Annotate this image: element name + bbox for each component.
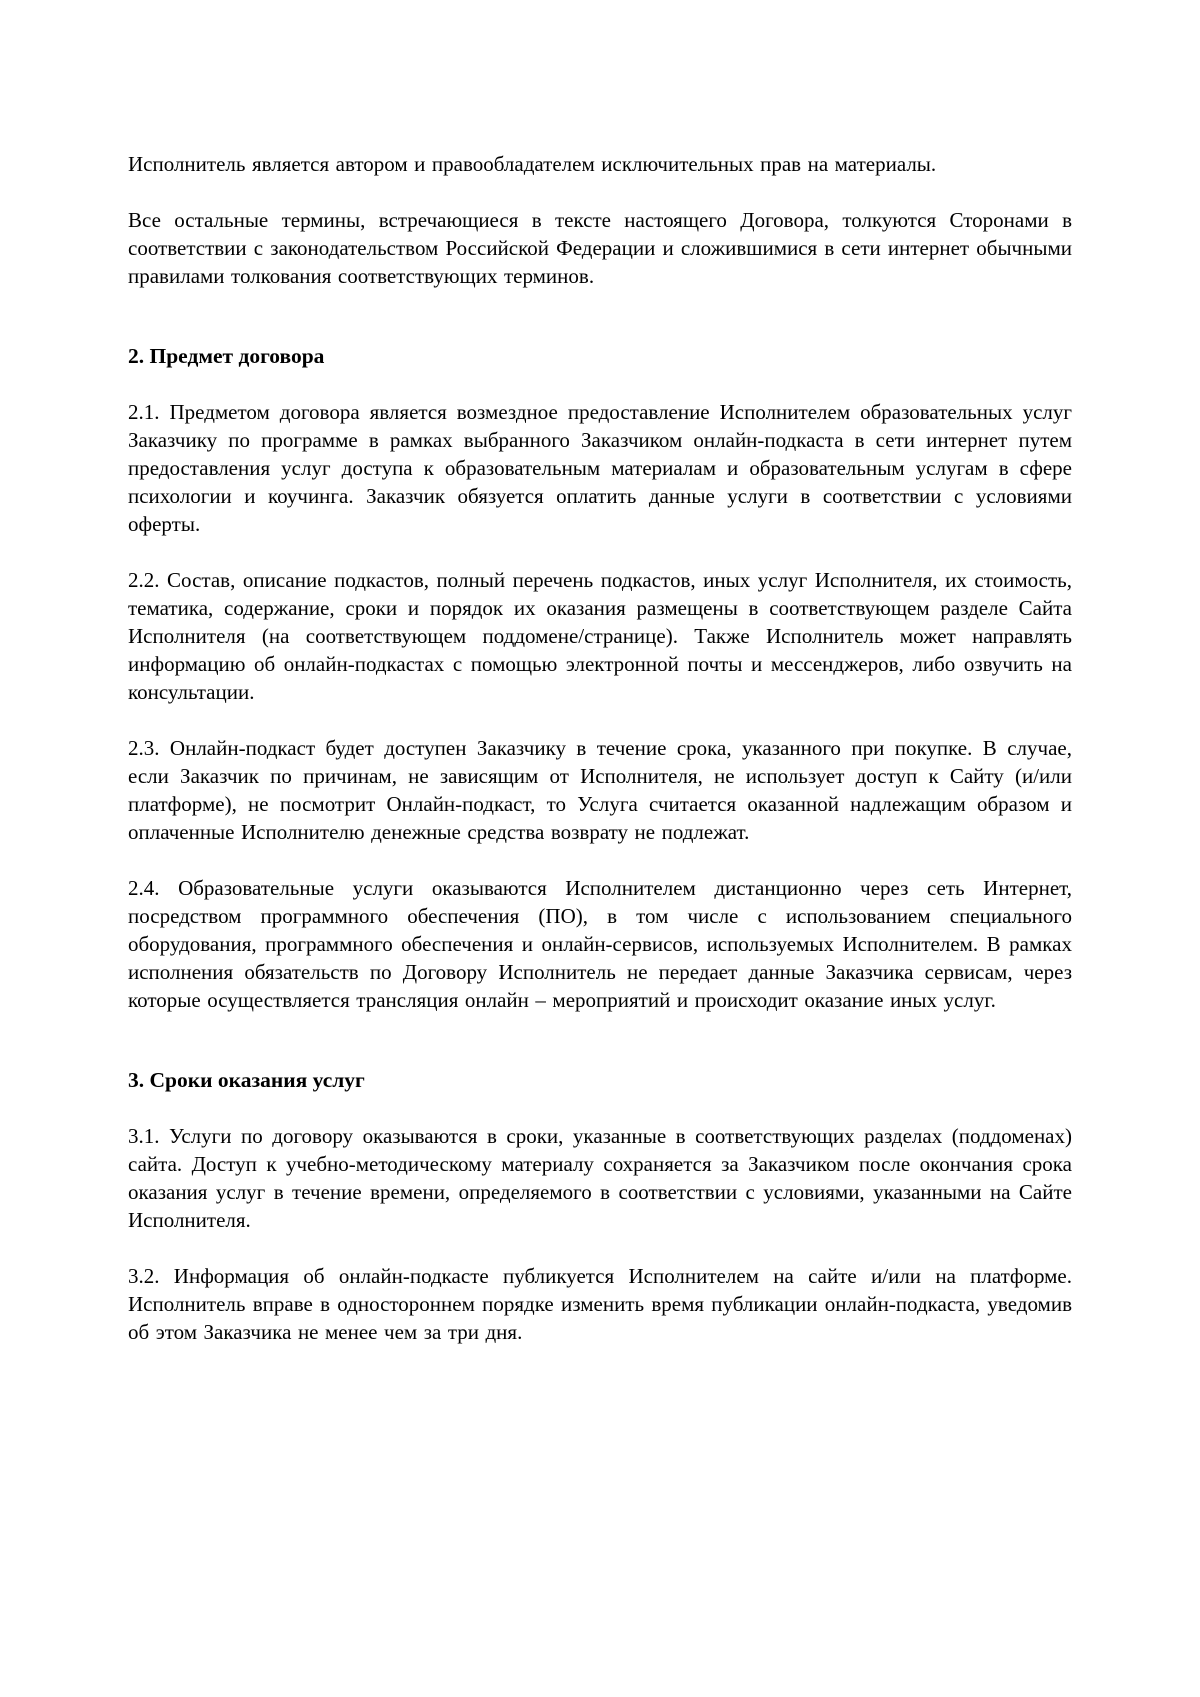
paragraph-author-rights: Исполнитель является автором и правообладателем исключительных прав на материалы. xyxy=(128,152,937,176)
clause-2-4-remote-services: 2.4. Образовательные услуги оказываются Исполнителем дистанционно через сеть Интернет, посредством программного обеспечения (ПО), в том числе с использованием специального оборудования, программного обеспечения и онлайн-сервисов, используемых Исполнителем. В рамках исполнения обязательств по Договору Исполнитель не передает данные Заказчика сервисам, через которые осуществляется трансляция онлайн – мероприятий и происходит оказание иных услуг. xyxy=(128,876,1072,1012)
clause-2-1-subject: 2.1. Предметом договора является возмездное предоставление Исполнителем образовательных услуг Заказчику по программе в рамках выбранного Заказчиком онлайн-подкаста в сети интернет путем предоставления услуг доступа к образовательным материалам и образовательным услугам в сфере психологии и коучинга. Заказчик обязуется оплатить данные услуги в соответствии с условиями оферты. xyxy=(128,400,1072,536)
clause-3-1-service-deadlines: 3.1. Услуги по договору оказываются в сроки, указанные в соответствующих разделах (поддоменах) сайта. Доступ к учебно-методическому материалу сохраняется за Заказчиком после окончания срока оказания услуг в течение времени, определяемого в соответствии с условиями, указанными на Сайте Исполнителя. xyxy=(128,1124,1072,1232)
section-heading-subject-of-contract: 2. Предмет договора xyxy=(128,344,325,368)
clause-2-3-access-period: 2.3. Онлайн-подкаст будет доступен Заказчику в течение срока, указанного при покупке. В случае, если Заказчик по причинам, не зависящим от Исполнителя, не использует доступ к Сайту (и/или платформе), не посмотрит Онлайн-подкаст, то Услуга считается оказанной надлежащим образом и оплаченные Исполнителю денежные средства возврату не подлежат. xyxy=(128,736,1072,844)
clause-3-2-publication-info: 3.2. Информация об онлайн-подкасте публикуется Исполнителем на сайте и/или на платформе. Исполнитель вправе в одностороннем порядке изменить время публикации онлайн-подкаста, уведомив об этом Заказчика не менее чем за три дня. xyxy=(128,1264,1072,1344)
section-heading-service-terms: 3. Сроки оказания услуг xyxy=(128,1068,365,1092)
paragraph-terms-interpretation: Все остальные термины, встречающиеся в тексте настоящего Договора, толкуются Сторонами в соответствии с законодательством Российской Федерации и сложившимися в сети интернет обычными правилами толкования соответствующих терминов. xyxy=(128,208,1072,288)
clause-2-2-podcast-composition: 2.2. Состав, описание подкастов, полный перечень подкастов, иных услуг Исполнителя, их стоимость, тематика, содержание, сроки и порядок их оказания размещены в соответствующем разделе Сайта Исполнителя (на соответствующем поддомене/странице). Также Исполнитель может направлять информацию об онлайн-подкастах с помощью электронной почты и мессенджеров, либо озвучить на консультации. xyxy=(128,568,1072,704)
contract-text-body xyxy=(128,150,1072,1346)
